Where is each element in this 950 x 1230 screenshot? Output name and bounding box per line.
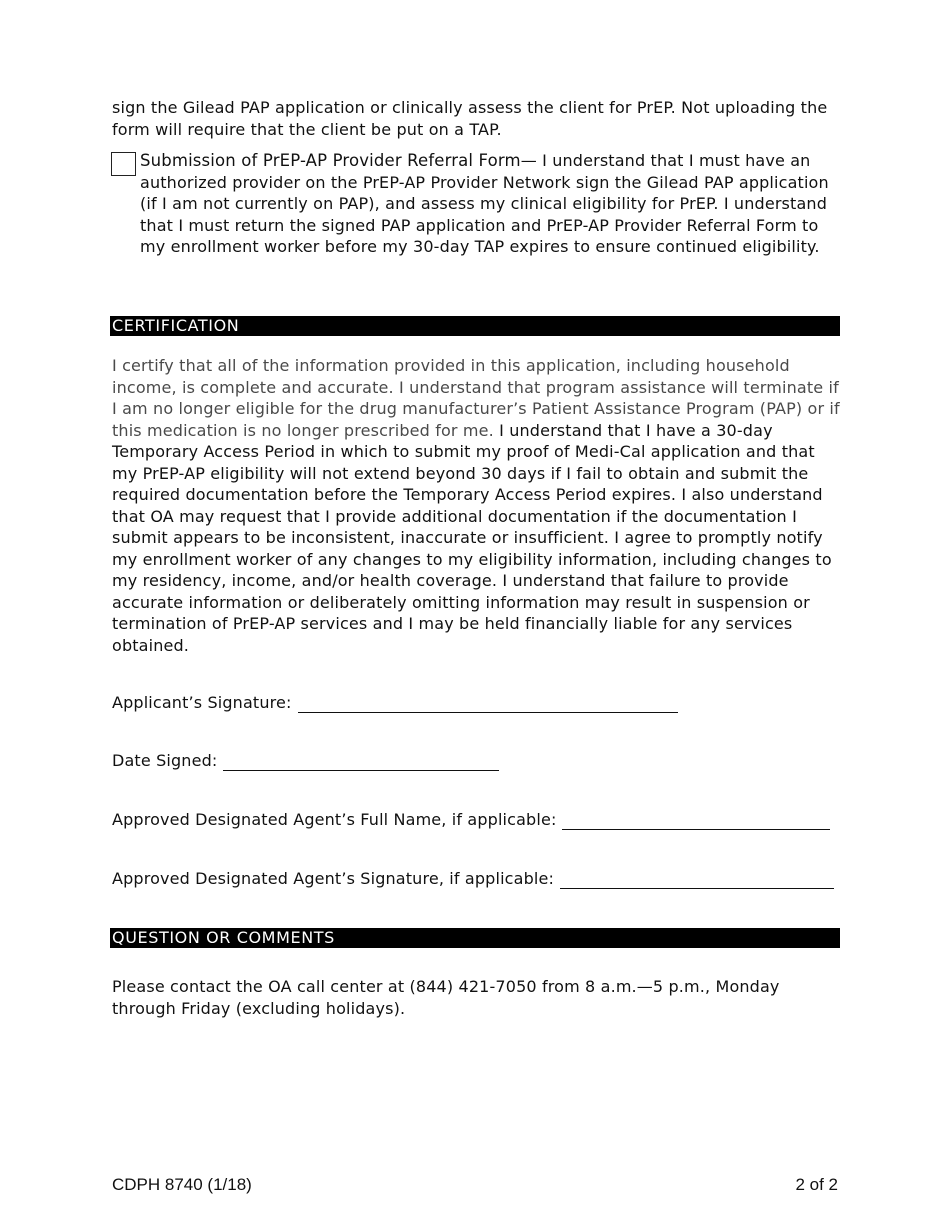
agent-signature-label: Approved Designated Agent’s Signature, if applicable: xyxy=(112,869,555,888)
agent-signature-field xyxy=(112,869,834,889)
agent-full-name-line[interactable] xyxy=(562,813,830,830)
certification-text-black: I understand that I have a 30-day Temporary Access Period in which to submit my proof of Medi-Cal application and that my PrEP-AP eligibility will not extend beyond 30 days if I fail to obtain and submit the required documentation before the Temporary Access Period expires. I also understand that OA may request that I provide additional documentation if the documentation I submit appears to be inconsistent, inaccurate or insufficient. I agree to promptly notify my enrollment worker of any changes to my eligibility information, including changes to my residency, income, and/or health coverage. I understand that failure to provide accurate information or deliberately omitting information may result in suspension or termination of PrEP-AP services and I may be held financially liable for any services obtained. xyxy=(112,420,832,655)
applicant-signature-field xyxy=(112,693,678,713)
referral-form-text xyxy=(140,150,840,258)
certification-text-gray: I certify that all of the information provided in this application, including household income, is complete and accurate. I understand that program assistance will terminate if I am no longer eligible for the drug manufacturer’s Patient Assistance Program (PAP) or if this medication is no longer prescribed for me. xyxy=(112,356,840,440)
applicant-signature-label: Applicant’s Signature: xyxy=(112,693,292,712)
form-id: CDPH 8740 (1/18) xyxy=(112,1175,252,1194)
referral-form-title: Submission of PrEP-AP Provider Referral Form xyxy=(140,151,521,170)
referral-form-description: — I understand that I must have an authorized provider on the PrEP-AP Provider Network sign the Gilead PAP application (if I am not currently on PAP), and assess my clinical eligibility for PrEP. I understand that I must return the signed PAP application and PrEP-AP Provider Referral Form to my enrollment worker before my 30-day TAP expires to ensure continued eligibility. xyxy=(140,151,829,256)
date-signed-field xyxy=(112,751,499,771)
applicant-signature-line[interactable] xyxy=(298,696,678,713)
agent-full-name-label: Approved Designated Agent’s Full Name, if applicable: xyxy=(112,810,557,829)
date-signed-line[interactable] xyxy=(223,754,499,771)
referral-form-checkbox[interactable] xyxy=(111,152,136,176)
date-signed-label: Date Signed: xyxy=(112,751,218,770)
intro-paragraph: sign the Gilead PAP application or clinically assess the client for PrEP. Not uploading the form will require that the client be put on a TAP. xyxy=(112,98,828,139)
agent-full-name-field xyxy=(112,810,830,830)
agent-signature-line[interactable] xyxy=(560,872,834,889)
questions-heading: QUESTION OR COMMENTS xyxy=(110,928,840,948)
questions-paragraph: Please contact the OA call center at (844) 421-7050 from 8 a.m.—5 p.m., Monday through Friday (excluding holidays). xyxy=(112,977,780,1018)
page-number: 2 of 2 xyxy=(795,1175,838,1194)
certification-heading: CERTIFICATION xyxy=(110,316,840,336)
certification-paragraph xyxy=(112,355,840,656)
